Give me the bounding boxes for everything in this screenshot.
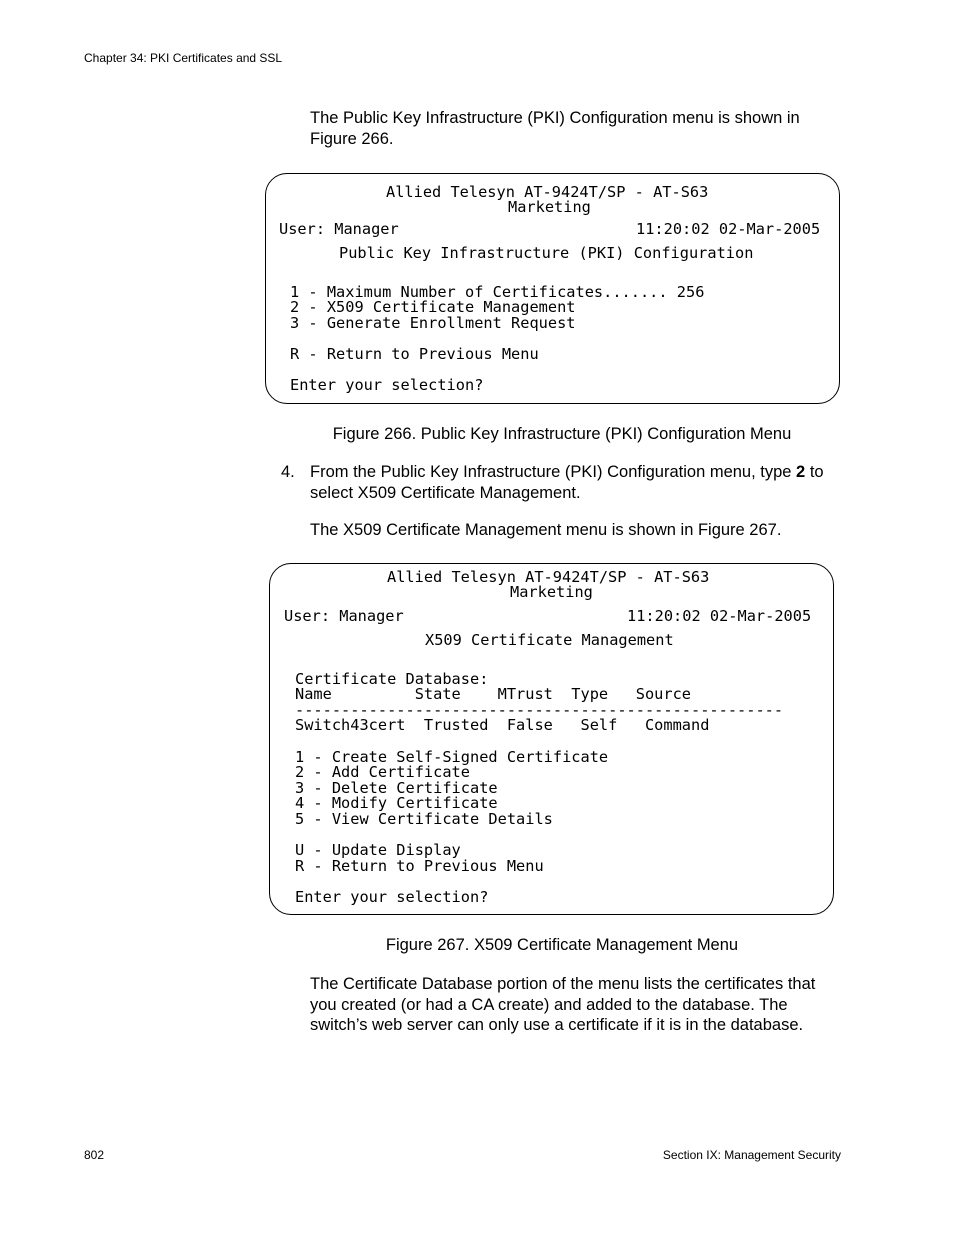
menu-option-1: 1 - Maximum Number of Certificates....... 256 [290,283,705,301]
figure-267-caption: Figure 267. X509 Certificate Management Menu [385,936,739,954]
step-4-text-before: From the Public Key Infrastructure (PKI) Configuration menu, type [310,463,797,481]
user-label: User: Manager [284,607,404,625]
menu-option-3: 3 - Delete Certificate [295,779,498,797]
user-label: User: Manager [279,220,399,238]
menu-option-3: 3 - Generate Enrollment Request [290,314,576,332]
menu-option-1: 1 - Create Self-Signed Certificate [295,748,609,766]
table-row: Switch43cert Trusted False Self Command [295,716,710,734]
menu-title: X509 Certificate Management [425,631,674,649]
pki-config-screen [265,173,840,404]
step-4-key: 2 [796,463,806,481]
chapter-title: Chapter 34: PKI Certificates and SSL [84,51,283,65]
menu-option-4: 4 - Modify Certificate [295,794,498,812]
closing-paragraph: The Certificate Database portion of the menu lists the certificates that you created (or had a CA create) and added to the database. The switch’s web server can only use a certificate if it is in the database. [310,975,816,1034]
certificate-db-label: Certificate Database: [295,670,489,688]
section-title: Section IX: Management Security [662,1148,841,1162]
screen-subtitle: Marketing [510,583,593,601]
menu-option-2: 2 - Add Certificate [295,763,470,781]
menu-option-5: 5 - View Certificate Details [295,810,553,828]
screen-subtitle: Marketing [508,198,591,216]
intro-paragraph-2: The X509 Certificate Management menu is shown in Figure 267. [310,521,782,539]
menu-option-update: U - Update Display [295,841,461,859]
menu-option-return: R - Return to Previous Menu [295,857,544,875]
x509-management-screen [269,563,834,915]
selection-prompt: Enter your selection? [290,376,484,394]
datetime-label: 11:20:02 02-Mar-2005 [636,220,821,238]
intro-paragraph: The Public Key Infrastructure (PKI) Configuration menu is shown in Figure 266. [310,109,800,148]
step-number: 4. [281,463,295,481]
table-separator: ----------------------------------------------------- [295,701,784,719]
step-4-text-after: to select X509 Certificate Management. [310,463,824,502]
menu-option-2: 2 - X509 Certificate Management [290,298,576,316]
table-header: Name State MTrust Type Source [295,685,692,703]
selection-prompt: Enter your selection? [295,888,489,906]
screen-title: Allied Telesyn AT-9424T/SP - AT-S63 [386,183,709,201]
page-number: 802 [84,1148,105,1162]
menu-title: Public Key Infrastructure (PKI) Configuration [339,244,754,262]
datetime-label: 11:20:02 02-Mar-2005 [627,607,812,625]
screen-title: Allied Telesyn AT-9424T/SP - AT-S63 [387,568,710,586]
menu-option-return: R - Return to Previous Menu [290,345,539,363]
step-4-text [310,462,845,503]
figure-266-caption: Figure 266. Public Key Infrastructure (PKI) Configuration Menu [332,425,792,443]
